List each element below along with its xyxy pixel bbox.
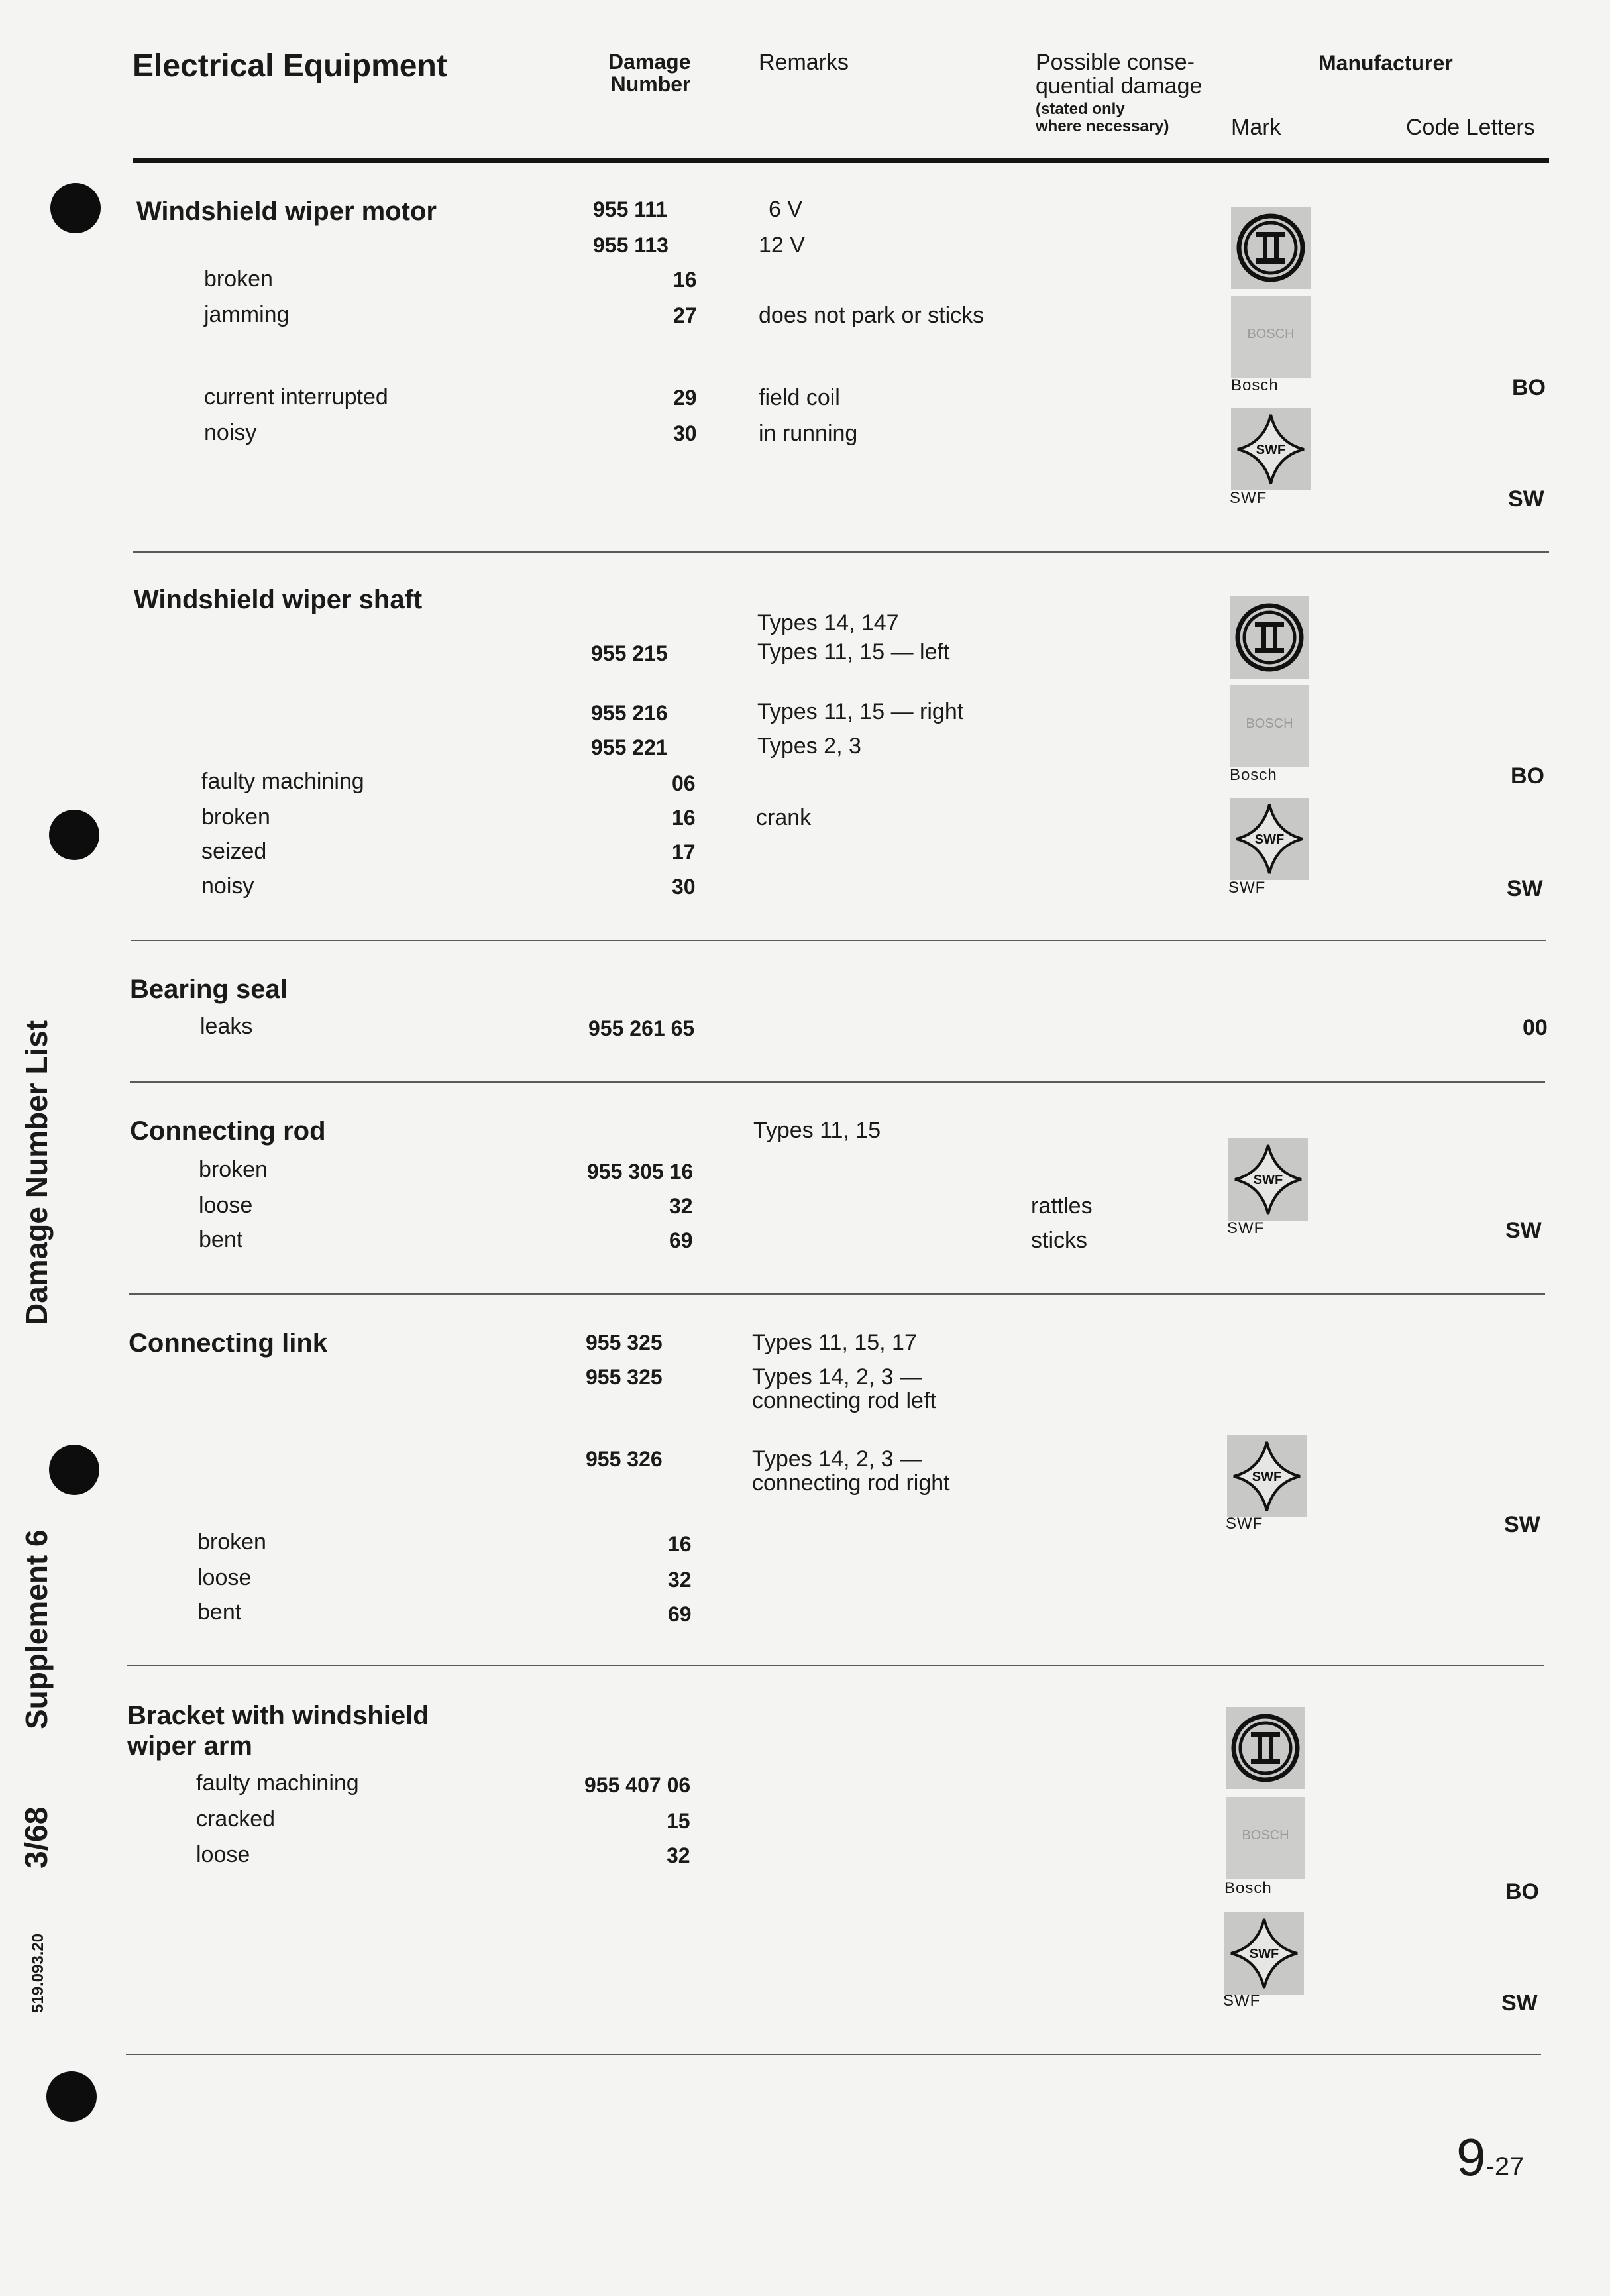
remark: Types 11, 15, 17	[752, 1330, 917, 1355]
remark: field coil	[759, 385, 840, 410]
damage-number: 955 325	[586, 1365, 663, 1389]
damage-number: 955 215	[591, 641, 668, 665]
page-number	[1456, 2127, 1524, 2188]
damage-item-code: 955 261 65	[588, 1016, 695, 1040]
manufacturer-code: SW	[1501, 1991, 1538, 2016]
section-title-wiper-motor: Windshield wiper motor	[136, 197, 437, 226]
header-rule	[133, 158, 1549, 163]
remark: Types 14, 2, 3 —	[752, 1364, 923, 1390]
damage-item-code: 69	[669, 1229, 693, 1252]
binder-hole	[50, 183, 101, 233]
damage-item-code: 32	[668, 1568, 692, 1592]
possible-note-l1: (stated only	[1036, 100, 1125, 118]
damage-item-code: 06	[672, 771, 696, 795]
damage-item-code: 27	[673, 303, 697, 327]
remark: Types 14, 2, 3 —	[752, 1447, 923, 1472]
mark-caption: SWF	[1226, 1515, 1263, 1533]
section-divider	[131, 940, 1546, 941]
damage-item-code: 15	[667, 1809, 690, 1833]
manufacturer-code: BO	[1512, 375, 1546, 400]
damage-number-header-l1: Damage	[608, 50, 691, 74]
damage-number: 955 221	[591, 736, 668, 759]
swf-logo-text: SWF	[1256, 443, 1286, 457]
swf-diamond-icon	[1227, 1435, 1307, 1517]
damage-number: 955 326	[586, 1447, 663, 1471]
page-number-sub: -27	[1485, 2152, 1525, 2181]
damage-item-label: bent	[199, 1227, 243, 1252]
remark: Types 11, 15	[753, 1118, 881, 1143]
damage-item-label: loose	[199, 1193, 253, 1218]
page-title: Electrical Equipment	[133, 48, 447, 83]
vw-roundel-icon	[1230, 596, 1309, 679]
damage-number-header-l2: Number	[610, 72, 691, 96]
damage-item-code: 32	[669, 1194, 693, 1218]
damage-item-label: faulty machining	[196, 1771, 359, 1796]
damage-item-label: leaks	[200, 1014, 253, 1039]
damage-item-code: 16	[672, 806, 696, 830]
damage-item-code: 69	[668, 1602, 692, 1626]
swf-logo-text: SWF	[1253, 1173, 1283, 1187]
bosch-logo-icon	[1231, 296, 1311, 378]
damage-item-label: noisy	[201, 873, 254, 899]
remark: crank	[756, 805, 812, 830]
section-title-connecting-link: Connecting link	[129, 1329, 327, 1358]
damage-item-label: broken	[201, 804, 270, 830]
section-title-wiper-shaft: Windshield wiper shaft	[134, 585, 423, 614]
swf-logo-text: SWF	[1252, 1470, 1282, 1484]
consequential-damage: rattles	[1031, 1193, 1093, 1219]
damage-item-label: bent	[197, 1600, 242, 1625]
mark-caption: SWF	[1228, 879, 1266, 897]
damage-number-header	[608, 50, 691, 95]
manufacturer-code: SW	[1508, 486, 1544, 512]
swf-diamond-icon	[1231, 408, 1311, 490]
damage-item-label: current interrupted	[204, 384, 388, 410]
vw-roundel-icon	[1226, 1707, 1305, 1789]
swf-diamond-icon	[1228, 1138, 1308, 1221]
damage-item-code: 17	[672, 840, 696, 864]
manufacturer-code: SW	[1504, 1512, 1540, 1537]
damage-number: 955 325	[586, 1331, 663, 1354]
damage-item-label: noisy	[204, 420, 257, 445]
damage-item-label: loose	[197, 1565, 252, 1590]
section-title-line: wiper arm	[127, 1731, 252, 1761]
swf-diamond-icon	[1230, 798, 1309, 880]
swf-logo-text: SWF	[1249, 1947, 1279, 1961]
damage-number: 955 111	[593, 197, 668, 221]
manufacturer-code: BO	[1511, 763, 1544, 789]
damage-item-code: 30	[673, 421, 697, 445]
damage-item-label: loose	[196, 1842, 250, 1867]
remark: Types 11, 15 — right	[757, 699, 964, 724]
damage-number: 955 216	[591, 701, 668, 725]
side-doc-number: 519.093.20	[29, 1933, 47, 2013]
manufacturer-header: Manufacturer	[1318, 51, 1453, 75]
manufacturer-code: SW	[1507, 876, 1543, 901]
possible-header-l2: quential damage	[1036, 74, 1203, 99]
damage-item-label: broken	[204, 266, 273, 292]
damage-item-code: 29	[673, 386, 697, 410]
remark: connecting rod left	[752, 1388, 936, 1413]
manufacturer-code: BO	[1505, 1879, 1539, 1904]
damage-item-code: 16	[673, 268, 697, 292]
section-divider	[133, 551, 1549, 553]
mark-caption: SWF	[1227, 1219, 1265, 1237]
remark: 12 V	[759, 233, 805, 258]
section-divider	[129, 1293, 1545, 1295]
bosch-logo-text: BOSCH	[1247, 327, 1295, 341]
damage-item-code: 16	[668, 1532, 692, 1556]
swf-logo-text: SWF	[1254, 832, 1285, 847]
damage-item-label: broken	[199, 1157, 268, 1182]
mark-caption: Bosch	[1230, 766, 1277, 784]
code-letters-header: Code Letters	[1406, 115, 1535, 140]
manufacturer-code: SW	[1505, 1218, 1542, 1243]
damage-item-label: jamming	[204, 302, 290, 327]
remark: Types 11, 15 — left	[757, 639, 950, 665]
damage-item-code: 955 407 06	[584, 1773, 691, 1797]
remark: does not park or sticks	[759, 303, 985, 328]
damage-item-code: 30	[672, 875, 696, 899]
bosch-logo-text: BOSCH	[1242, 1828, 1289, 1843]
section-divider	[127, 1665, 1544, 1666]
section-divider	[126, 2054, 1541, 2055]
binder-hole	[49, 810, 99, 860]
damage-item-code: 32	[667, 1843, 690, 1867]
binder-hole	[49, 1445, 99, 1495]
section-title-bearing-seal: Bearing seal	[130, 975, 288, 1004]
mark-caption: Bosch	[1231, 376, 1279, 394]
damage-item-label: cracked	[196, 1806, 276, 1831]
side-supplement: Supplement 6	[19, 1529, 54, 1729]
possible-damage-header	[1036, 50, 1202, 135]
section-title-bracket	[127, 1700, 429, 1761]
mark-caption: SWF	[1223, 1992, 1261, 2010]
manufacturer-code: 00	[1523, 1015, 1548, 1040]
bosch-logo-text: BOSCH	[1246, 716, 1293, 731]
swf-diamond-icon	[1224, 1912, 1304, 1995]
section-title-connecting-rod: Connecting rod	[130, 1117, 326, 1146]
mark-header: Mark	[1231, 115, 1281, 140]
binder-hole	[46, 2071, 97, 2122]
remark: Types 2, 3	[757, 734, 861, 759]
mark-caption: Bosch	[1224, 1879, 1272, 1897]
possible-note-l2: where necessary)	[1036, 117, 1169, 135]
remarks-header: Remarks	[759, 50, 849, 75]
section-divider	[130, 1081, 1545, 1083]
damage-number: 955 113	[593, 233, 669, 257]
page-number-main: 9	[1456, 2128, 1486, 2187]
remark: connecting rod right	[752, 1470, 950, 1496]
bosch-logo-icon	[1230, 685, 1309, 767]
section-title-line: Bracket with windshield	[127, 1701, 429, 1730]
remark: Types 14, 147	[757, 610, 899, 635]
remark: in running	[759, 421, 858, 446]
damage-item-code: 955 305 16	[587, 1160, 694, 1183]
damage-item-label: faulty machining	[201, 769, 364, 794]
mark-caption: SWF	[1230, 489, 1267, 507]
consequential-damage: sticks	[1031, 1228, 1087, 1253]
damage-item-label: seized	[201, 839, 267, 864]
remark: 6 V	[769, 197, 803, 222]
side-date: 3/68	[19, 1806, 54, 1869]
bosch-logo-icon	[1226, 1797, 1305, 1879]
damage-item-label: broken	[197, 1529, 266, 1555]
side-list-title: Damage Number List	[19, 1020, 54, 1325]
possible-header-l1: Possible conse-	[1036, 50, 1195, 75]
vw-roundel-icon	[1231, 207, 1311, 289]
